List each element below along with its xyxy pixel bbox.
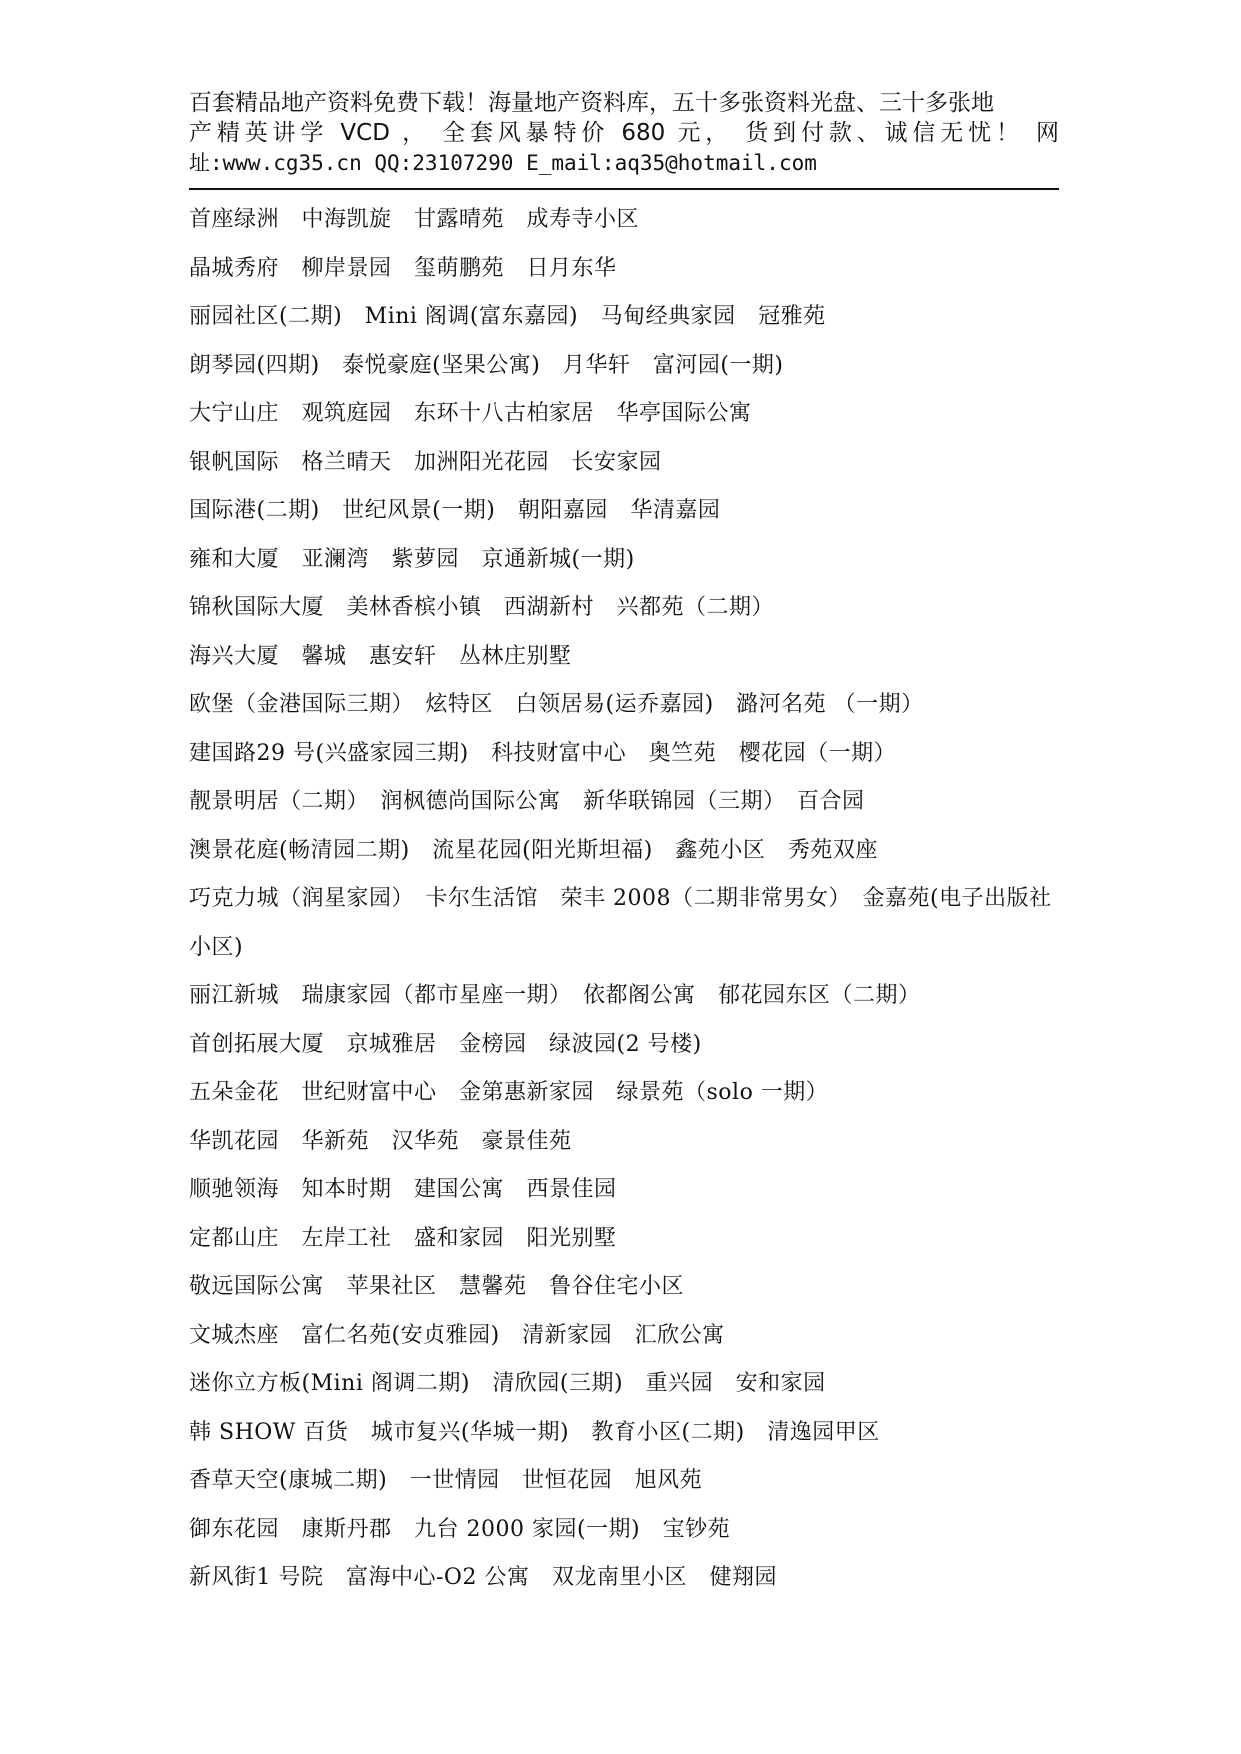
list-item: 文城杰座 富仁名苑(安贞雅园) 清新家园 汇欣公寓 [189,1322,725,1348]
page-header [189,88,1059,178]
header-line-2: 产精英讲学 VCD ， 全套风暴特价 680 元， 货到付款、诚信无忧！ 网 [189,120,1059,146]
list-item: 海兴大厦 馨城 惠安轩 丛林庄别墅 [189,643,572,669]
list-item: 首创拓展大厦 京城雅居 金榜园 绿波园(2 号楼) [189,1031,702,1057]
list-item: 新风街1 号院 富海中心-O2 公寓 双龙南里小区 健翔园 [189,1565,777,1590]
list-item: 香草天空(康城二期) 一世情园 世恒花园 旭风苑 [189,1468,703,1493]
list-item: 巧克力城（润星家园） 卡尔生活馆 荣丰 2008（二期非常男女） 金嘉苑(电子出版社小区) [189,886,1052,960]
list-item: 敬远国际公寓 苹果社区 慧馨苑 鲁谷住宅小区 [189,1274,685,1299]
list-item: 欧堡（金港国际三期） 炫特区 白领居易(运乔嘉园) 潞河名苑 （一期） [189,692,924,717]
list-item: 丽江新城 瑞康家园（都市星座一期） 依都阁公寓 郁花园东区（二期） [189,983,921,1008]
list-item: 韩 SHOW 百货 城市复兴(华城一期) 教育小区(二期) 清逸园甲区 [189,1419,880,1445]
list-item: 雍和大厦 亚澜湾 紫萝园 京通新城(一期) [189,546,635,572]
list-item: 五朵金花 世纪财富中心 金第惠新家园 绿景苑（solo 一期） [189,1080,829,1105]
header-divider [189,188,1059,190]
list-item: 晶城秀府 柳岸景园 玺萌鹏苑 日月东华 [189,255,617,281]
header-line-1: 百套精品地产资料免费下载！海量地产资料库，五十多张资料光盘、三十多张地 [189,90,994,116]
list-item: 澳景花庭(畅清园二期) 流星花园(阳光斯坦福) 鑫苑小区 秀苑双座 [189,837,878,863]
list-item: 首座绿洲 中海凯旋 甘露晴苑 成寿寺小区 [189,207,640,232]
list-item: 顺驰领海 知本时期 建国公寓 西景佳园 [189,1177,617,1202]
list-item: 锦秋国际大厦 美林香槟小镇 西湖新村 兴都苑（二期） [189,595,775,620]
list-item: 朗琴园(四期) 泰悦豪庭(坚果公寓) 月华轩 富河园(一期) [189,352,784,378]
property-list [189,196,1069,1603]
list-item: 大宁山庄 观筑庭园 东环十八古柏家居 华亭国际公寓 [189,401,752,426]
list-item: 定都山庄 左岸工社 盛和家园 阳光别墅 [189,1225,617,1251]
list-item: 迷你立方板(Mini 阁调二期) 清欣园(三期) 重兴园 安和家园 [189,1371,826,1396]
list-item: 丽园社区(二期) Mini 阁调(富东嘉园) 马甸经典家园 冠雅苑 [189,304,826,329]
list-item: 华凯花园 华新苑 汉华苑 豪景佳苑 [189,1128,572,1154]
list-item: 御东花园 康斯丹郡 九台 2000 家园(一期) 宝钞苑 [189,1516,731,1542]
list-item: 靓景明居（二期） 润枫德尚国际公寓 新华联锦园（三期） 百合园 [189,789,865,814]
header-line-3: 址:www.cg35.cn QQ:23107290 E_mail:aq35@hotmail.com [189,151,817,175]
list-item: 建国路29 号(兴盛家园三期) 科技财富中心 奥竺苑 樱花园（一期） [189,740,897,766]
list-item: 银帆国际 格兰晴天 加洲阳光花园 长安家园 [189,449,662,475]
list-item: 国际港(二期) 世纪风景(一期) 朝阳嘉园 华清嘉园 [189,498,721,523]
